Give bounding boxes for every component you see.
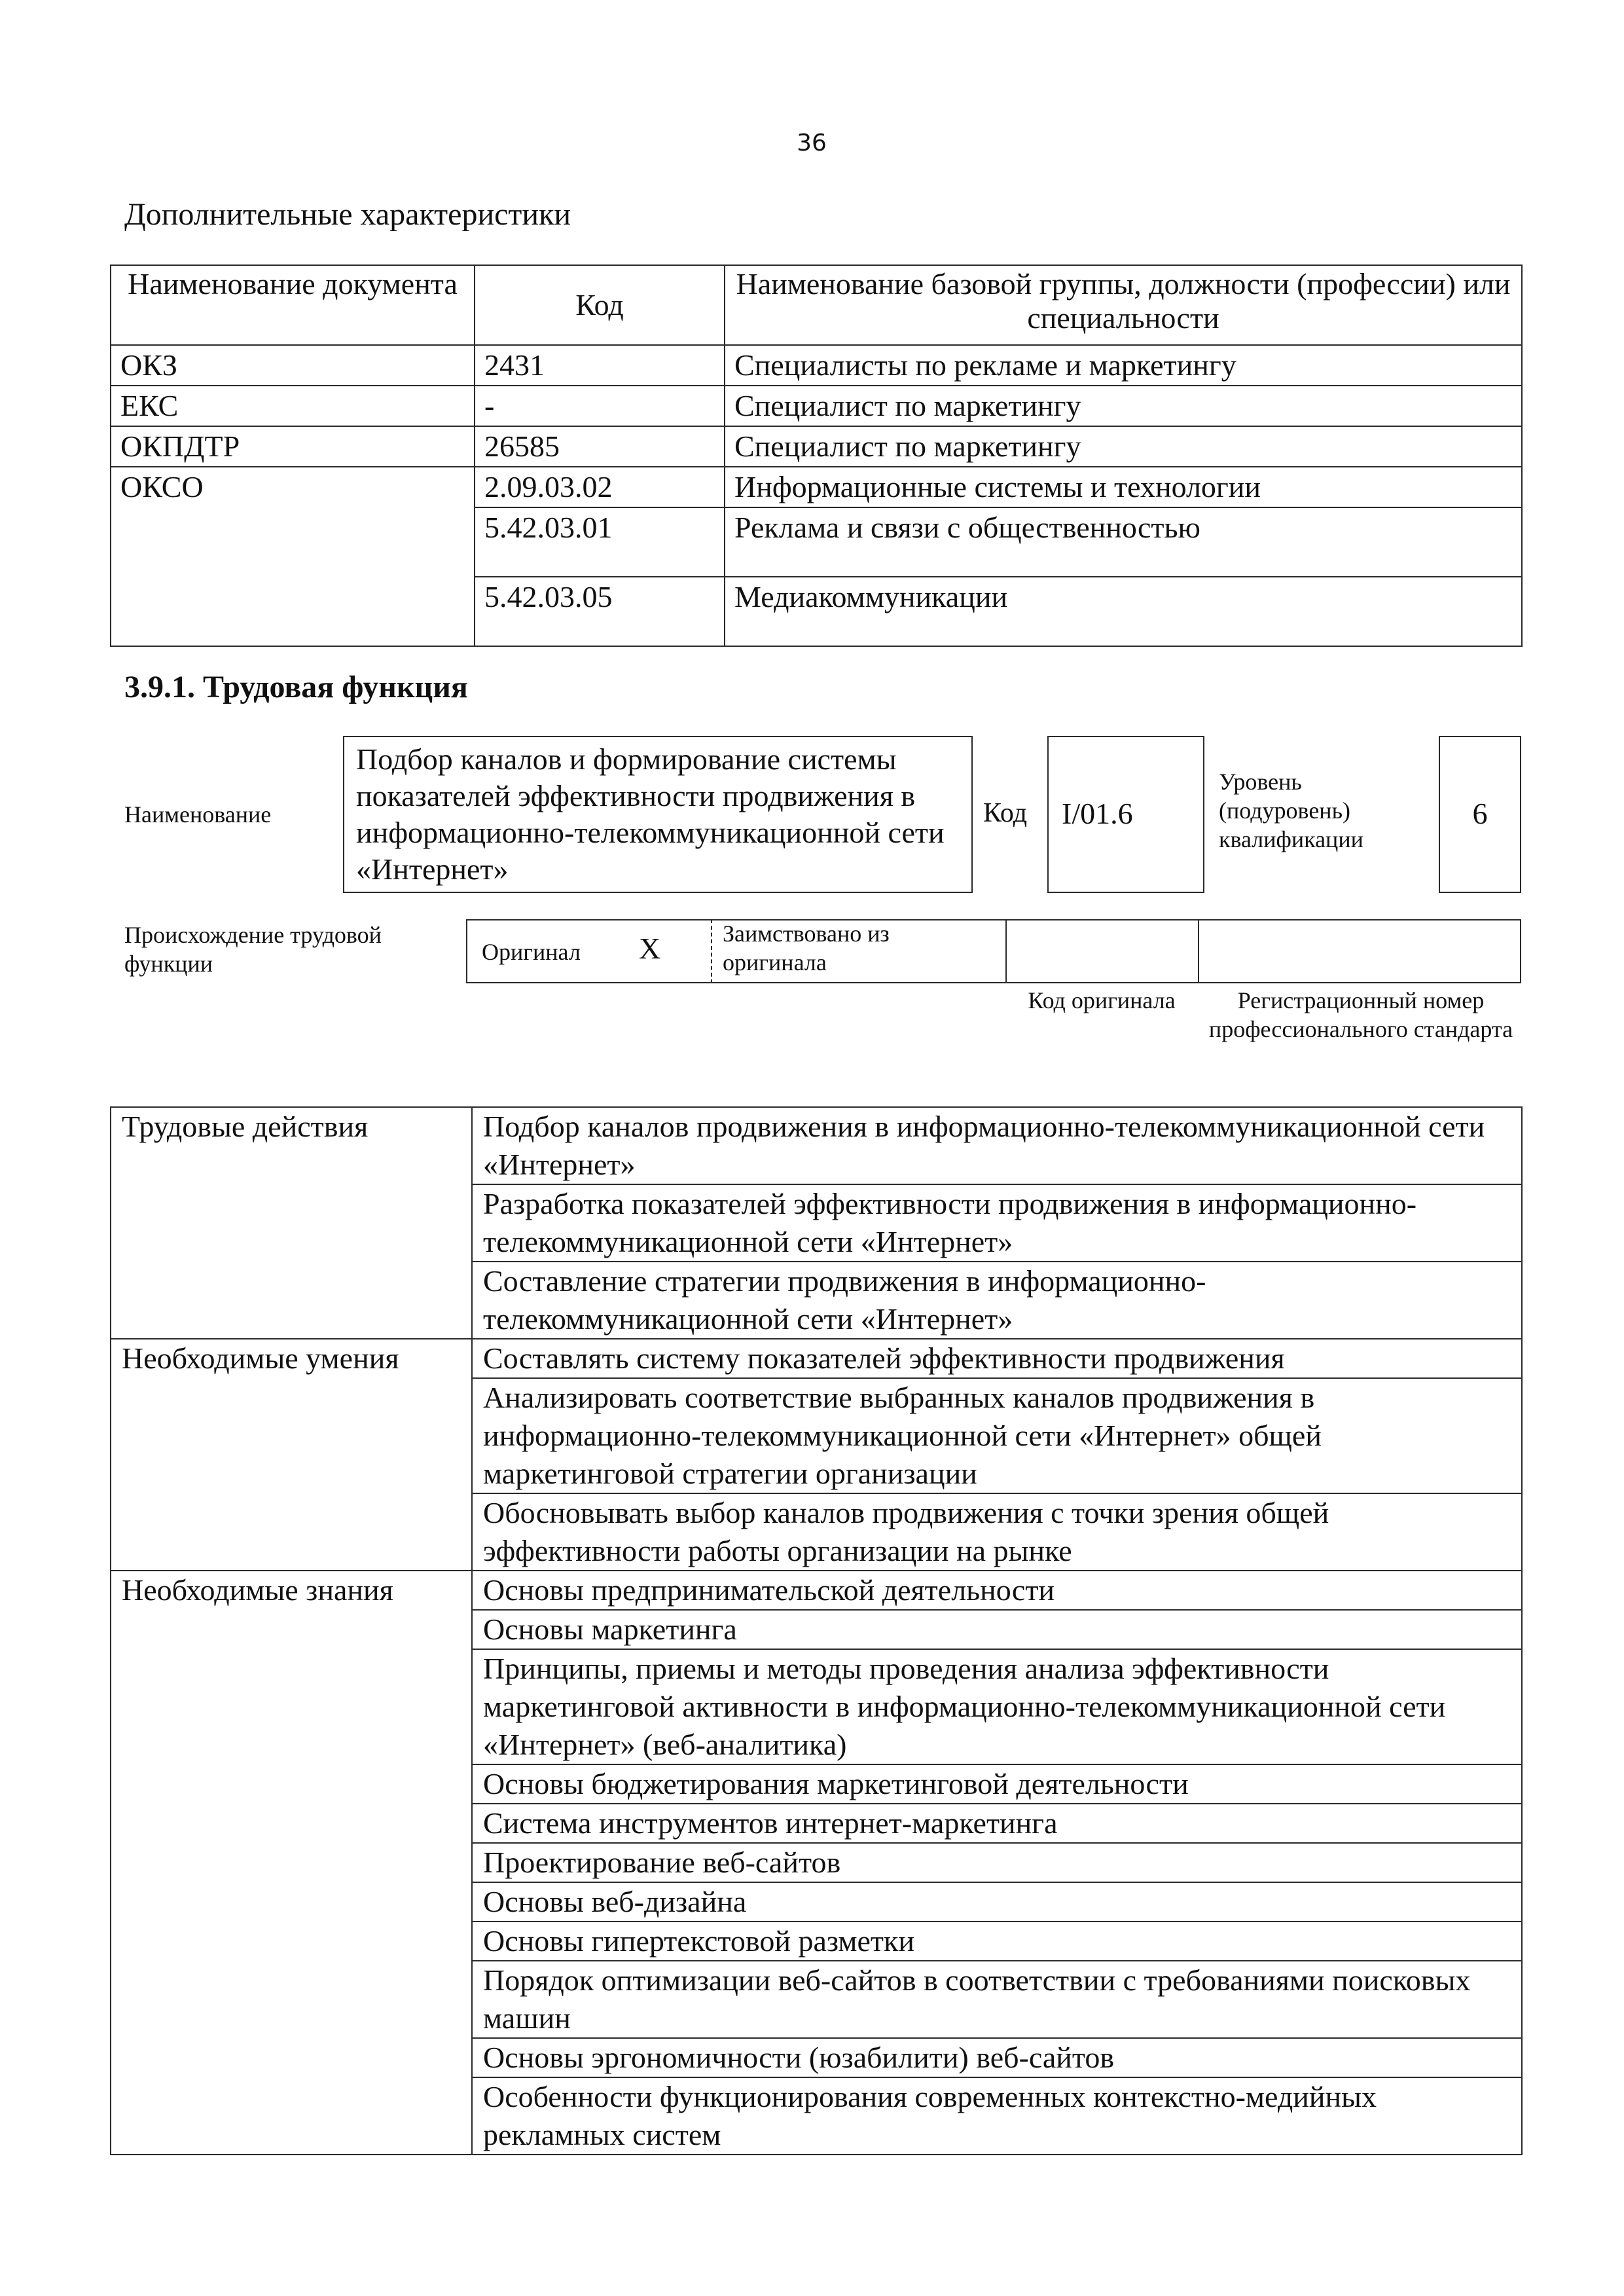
list-item: Принципы, приемы и методы проведения анализа эффективности маркетинговой активности в информационно-телекоммуникационной сети «Интернет» (веб-аналитика): [472, 1649, 1522, 1764]
group-name-cell: Информационные системы и технологии: [725, 467, 1522, 507]
list-item: Анализировать соответствие выбранных каналов продвижения в информационно-телекоммуникационной сети «Интернет» общей маркетинговой стратегии организации: [472, 1378, 1522, 1493]
group-name-cell: Специалисты по рекламе и маркетингу: [725, 345, 1522, 386]
origin-label: Происхождение трудовой функции: [124, 922, 382, 977]
qualification-level-label: Уровень (подуровень) квалификации: [1219, 769, 1363, 852]
function-name-box: [343, 736, 973, 893]
group-name-cell: Реклама и связи с общественностью: [725, 507, 1522, 577]
reg-number-caption: Регистрационный номер профессионального стандарта: [1208, 987, 1513, 1042]
doc-cell: ОКПДТР: [111, 426, 475, 467]
list-item: Составление стратегии продвижения в информационно-телекоммуникационной сети «Интернет»: [472, 1262, 1522, 1339]
list-item: Система инструментов интернет-маркетинга: [472, 1804, 1522, 1843]
table-row: [111, 1339, 1522, 1378]
list-item: Основы маркетинга: [472, 1610, 1522, 1649]
header-document: Наименование документа: [111, 265, 475, 345]
additional-characteristics-title: Дополнительные характеристики: [124, 197, 571, 232]
header-group-name: Наименование базовой группы, должности (профессии) или специальности: [725, 265, 1522, 345]
labor-function-heading: 3.9.1. Трудовая функция: [124, 670, 468, 704]
section-title-cell: Необходимые знания: [111, 1571, 472, 2155]
qualification-level-box: [1439, 736, 1521, 893]
origin-divider: [1005, 919, 1007, 983]
table-row: [111, 467, 1522, 507]
list-item: Основы веб-дизайна: [472, 1882, 1522, 1922]
original-mark: X: [639, 932, 661, 965]
table-row: [111, 1571, 1522, 1610]
group-name-cell: Медиакоммуникации: [725, 577, 1522, 646]
origin-table: [466, 919, 1521, 983]
table-row: [111, 1107, 1522, 1184]
borrowed-label: Заимствовано из оригинала: [723, 920, 890, 975]
original-label: Оригинал: [482, 939, 581, 965]
list-item: Составлять систему показателей эффективности продвижения: [472, 1339, 1522, 1378]
group-name-cell: Специалист по маркетингу: [725, 386, 1522, 426]
code-cell: 26585: [475, 426, 725, 467]
section-title-cell: Трудовые действия: [111, 1107, 472, 1339]
list-item: Обосновывать выбор каналов продвижения с точки зрения общей эффективности работы организации на рынке: [472, 1493, 1522, 1571]
qualification-level-value: 6: [1472, 797, 1488, 830]
table-row: [111, 426, 1522, 467]
code-original-caption: Код оригинала: [1028, 987, 1176, 1013]
list-item: Основы гипертекстовой разметки: [472, 1922, 1522, 1961]
table-row: [111, 345, 1522, 386]
doc-cell: ЕКС: [111, 386, 475, 426]
doc-cell: ОКЗ: [111, 345, 475, 386]
section-title-cell: Необходимые умения: [111, 1339, 472, 1571]
doc-cell: ОКСО: [111, 467, 475, 646]
list-item: Основы бюджетирования маркетинговой деятельности: [472, 1764, 1522, 1804]
function-code-label: Код: [983, 798, 1028, 828]
list-item: Порядок оптимизации веб-сайтов в соответствии с требованиями поисковых машин: [472, 1961, 1522, 2038]
code-cell: 2.09.03.02: [475, 467, 725, 507]
group-name-cell: Специалист по маркетингу: [725, 426, 1522, 467]
function-name-label: Наименование: [124, 801, 272, 828]
list-item: Основы предпринимательской деятельности: [472, 1571, 1522, 1610]
list-item: Основы эргономичности (юзабилити) веб-сайтов: [472, 2038, 1522, 2077]
code-cell: 5.42.03.01: [475, 507, 725, 577]
additional-characteristics-table: [110, 264, 1523, 647]
function-code-value: I/01.6: [1062, 797, 1133, 830]
origin-divider: [1198, 919, 1199, 983]
code-cell: -: [475, 386, 725, 426]
list-item: Подбор каналов продвижения в информационно-телекоммуникационной сети «Интернет»: [472, 1107, 1522, 1184]
code-cell: 5.42.03.05: [475, 577, 725, 646]
header-code: Код: [475, 265, 725, 345]
list-item: Особенности функционирования современных контекстно-медийных рекламных систем: [472, 2077, 1522, 2155]
page-number: 36: [797, 130, 827, 156]
list-item: Проектирование веб-сайтов: [472, 1843, 1522, 1882]
origin-divider: [711, 919, 712, 983]
table-header-row: [111, 265, 1522, 345]
code-cell: 2431: [475, 345, 725, 386]
table-row: [111, 386, 1522, 426]
function-name-value: Подбор каналов и формирование системы показателей эффективности продвижения в информационно-телекоммуникационной сети «Интернет»: [356, 742, 945, 886]
labor-function-details-table: [110, 1106, 1523, 2155]
function-code-box: [1047, 736, 1204, 893]
list-item: Разработка показателей эффективности продвижения в информационно-телекоммуникационной сети «Интернет»: [472, 1184, 1522, 1262]
